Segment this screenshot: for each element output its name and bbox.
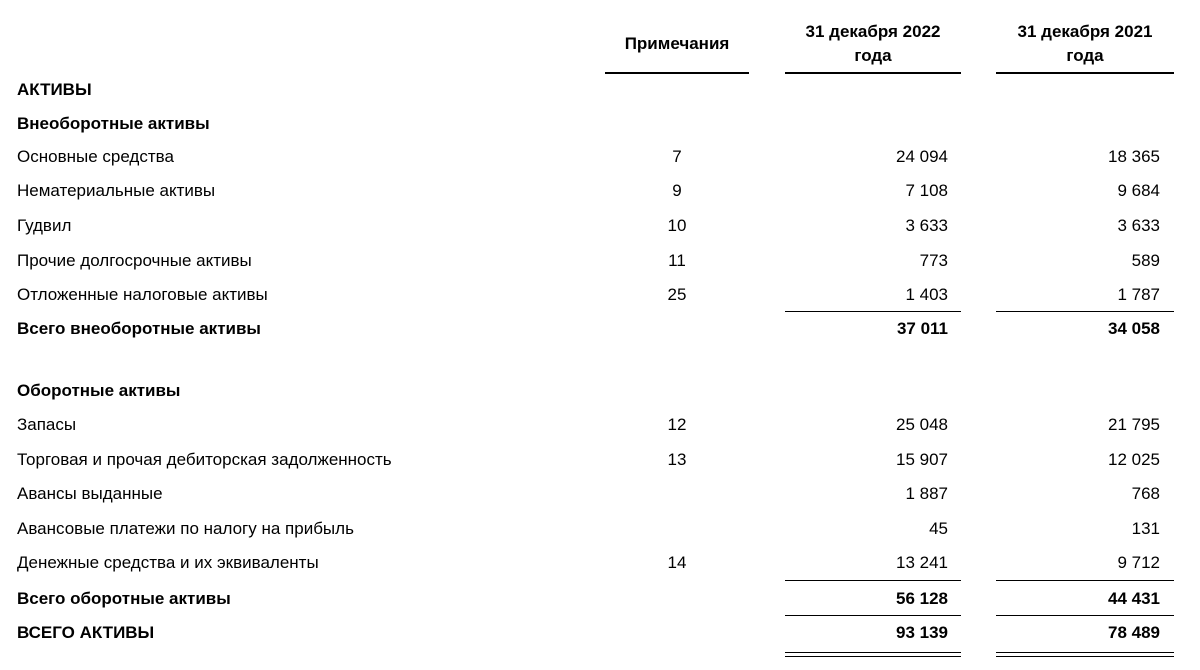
row-label: Отложенные налоговые активы (17, 285, 268, 304)
row-label: Денежные средства и их эквиваленты (17, 553, 319, 572)
year-2022-column-header (785, 20, 961, 68)
row-value-2022: 13 241 (896, 553, 948, 572)
grand-total-double-rule-2022-a (785, 652, 961, 653)
row-value-2021: 9 712 (1117, 553, 1160, 572)
grand-total-top-rule-2022 (785, 615, 961, 616)
noncurrent-subtotal-rule-2021 (996, 311, 1174, 312)
row-value-2022: 1 887 (905, 484, 948, 503)
notes-header-underline (605, 72, 749, 74)
row-value-2022: 7 108 (905, 181, 948, 200)
year-2022-header-line1: 31 декабря 2022 (805, 22, 941, 41)
year-2022-header-line2: года (854, 46, 892, 65)
current-subtotal-rule-2021 (996, 580, 1174, 581)
grand-total-row (0, 620, 1200, 646)
year-2021-column-header (996, 20, 1174, 68)
row-value-2021: 12 025 (1108, 450, 1160, 469)
row-label: Авансовые платежи по налогу на прибыль (17, 519, 354, 538)
row-value-2021: 3 633 (1117, 216, 1160, 235)
table-row (0, 481, 1200, 507)
table-row (0, 412, 1200, 438)
row-value-2022: 15 907 (896, 450, 948, 469)
row-value-2022: 45 (929, 519, 948, 538)
row-value-2021: 1 787 (1117, 285, 1160, 304)
current-total-2022: 56 128 (896, 589, 948, 608)
current-subtotal-rule-2022 (785, 580, 961, 581)
notes-column-header (605, 32, 749, 56)
table-row (0, 516, 1200, 542)
current-total-row (0, 586, 1200, 612)
row-value-2022: 24 094 (896, 147, 948, 166)
row-note: 12 (667, 415, 687, 434)
row-note: 10 (667, 216, 687, 235)
noncurrent-total-label: Всего внеоборотные активы (17, 319, 261, 338)
current-title-row (0, 378, 1200, 404)
row-value-2022: 1 403 (905, 285, 948, 304)
noncurrent-total-2021: 34 058 (1108, 319, 1160, 338)
row-note: 13 (667, 450, 687, 469)
row-value-2022: 3 633 (905, 216, 948, 235)
notes-header-text: Примечания (624, 34, 730, 53)
assets-title-row (0, 77, 1200, 103)
assets-title: АКТИВЫ (17, 80, 92, 99)
row-label: Торговая и прочая дебиторская задолженность (17, 450, 392, 469)
grand-total-2021: 78 489 (1108, 623, 1160, 642)
year-2021-header-line2: года (1066, 46, 1104, 65)
grand-total-2022: 93 139 (896, 623, 948, 642)
year-2021-header-underline (996, 72, 1174, 74)
row-label: Авансы выданные (17, 484, 163, 503)
row-note: 14 (667, 553, 687, 572)
row-value-2021: 21 795 (1108, 415, 1160, 434)
table-row (0, 213, 1200, 239)
year-2022-header-underline (785, 72, 961, 74)
table-row (0, 550, 1200, 576)
noncurrent-subtotal-rule-2022 (785, 311, 961, 312)
row-label: Прочие долгосрочные активы (17, 251, 252, 270)
current-total-2021: 44 431 (1108, 589, 1160, 608)
current-title: Оборотные активы (17, 381, 181, 400)
row-note: 11 (668, 251, 686, 270)
year-2021-header-line1: 31 декабря 2021 (1017, 22, 1153, 41)
row-value-2021: 589 (1131, 251, 1160, 270)
row-label: Основные средства (17, 147, 174, 166)
noncurrent-total-row (0, 316, 1200, 342)
noncurrent-total-2022: 37 011 (896, 319, 948, 338)
noncurrent-title-row (0, 111, 1200, 137)
grand-total-top-rule-2021 (996, 615, 1174, 616)
table-row (0, 447, 1200, 473)
noncurrent-title: Внеоборотные активы (17, 114, 210, 133)
row-value-2021: 131 (1131, 519, 1160, 538)
table-row (0, 178, 1200, 204)
table-row (0, 144, 1200, 170)
grand-total-label: ВСЕГО АКТИВЫ (17, 623, 155, 642)
row-value-2021: 9 684 (1117, 181, 1160, 200)
table-row (0, 282, 1200, 308)
row-value-2021: 768 (1131, 484, 1160, 503)
row-label: Запасы (17, 415, 77, 434)
row-note: 25 (667, 285, 687, 304)
grand-total-double-rule-2021-a (996, 652, 1174, 653)
current-total-label: Всего оборотные активы (17, 589, 231, 608)
grand-total-double-rule-2022-b (785, 656, 961, 657)
row-note: 7 (672, 147, 682, 166)
row-note: 9 (672, 181, 682, 200)
row-label: Гудвил (17, 216, 72, 235)
row-value-2022: 25 048 (896, 415, 948, 434)
table-row (0, 248, 1200, 274)
row-label: Нематериальные активы (17, 181, 216, 200)
row-value-2021: 18 365 (1108, 147, 1160, 166)
row-value-2022: 773 (919, 251, 948, 270)
grand-total-double-rule-2021-b (996, 656, 1174, 657)
